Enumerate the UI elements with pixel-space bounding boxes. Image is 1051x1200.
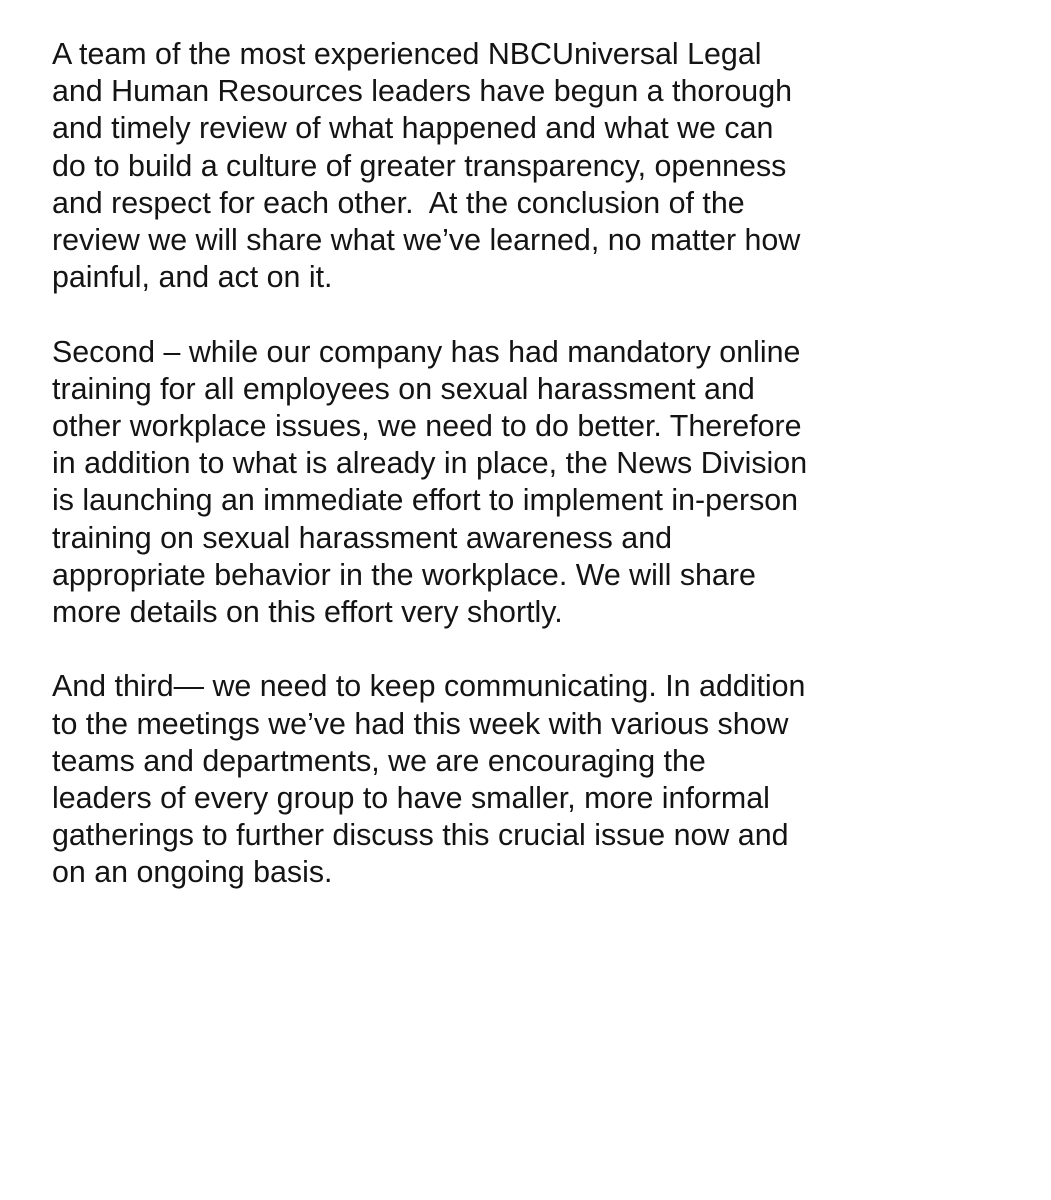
- text-line: is launching an immediate effort to implement in-person: [52, 483, 799, 518]
- text-line: do to build a culture of greater transparency, openness: [52, 148, 787, 183]
- text-line: And third— we need to keep communicating. In addition: [52, 669, 806, 704]
- text-line: in addition to what is already in place, the News Division: [52, 446, 808, 481]
- text-line: to the meetings we’ve had this week with various show: [52, 706, 789, 741]
- text-line: review we will share what we’ve learned, no matter how: [52, 223, 801, 258]
- text-line: training on sexual harassment awareness and: [52, 520, 672, 555]
- text-line: leaders of every group to have smaller, more informal: [52, 781, 770, 816]
- paragraph-communication: [52, 668, 1031, 891]
- text-line: and respect for each other. At the conclusion of the: [52, 185, 745, 220]
- text-line: A team of the most experienced NBCUniversal Legal: [52, 37, 762, 71]
- text-line: gatherings to further discuss this crucial issue now and: [52, 818, 789, 853]
- text-line: and timely review of what happened and what we can: [52, 111, 774, 146]
- text-line: and Human Resources leaders have begun a thorough: [52, 74, 793, 109]
- paragraph-review: [52, 36, 1031, 296]
- text-line: painful, and act on it.: [52, 260, 333, 295]
- text-line: Second – while our company has had mandatory online: [52, 334, 801, 369]
- text-line: training for all employees on sexual harassment and: [52, 371, 755, 406]
- text-line: appropriate behavior in the workplace. We will share: [52, 557, 756, 592]
- text-line: teams and departments, we are encouraging the: [52, 743, 706, 778]
- text-line: on an ongoing basis.: [52, 855, 333, 890]
- paragraph-training: [52, 334, 1031, 632]
- text-line: other workplace issues, we need to do better. Therefore: [52, 409, 802, 444]
- text-line: more details on this effort very shortly.: [52, 595, 563, 630]
